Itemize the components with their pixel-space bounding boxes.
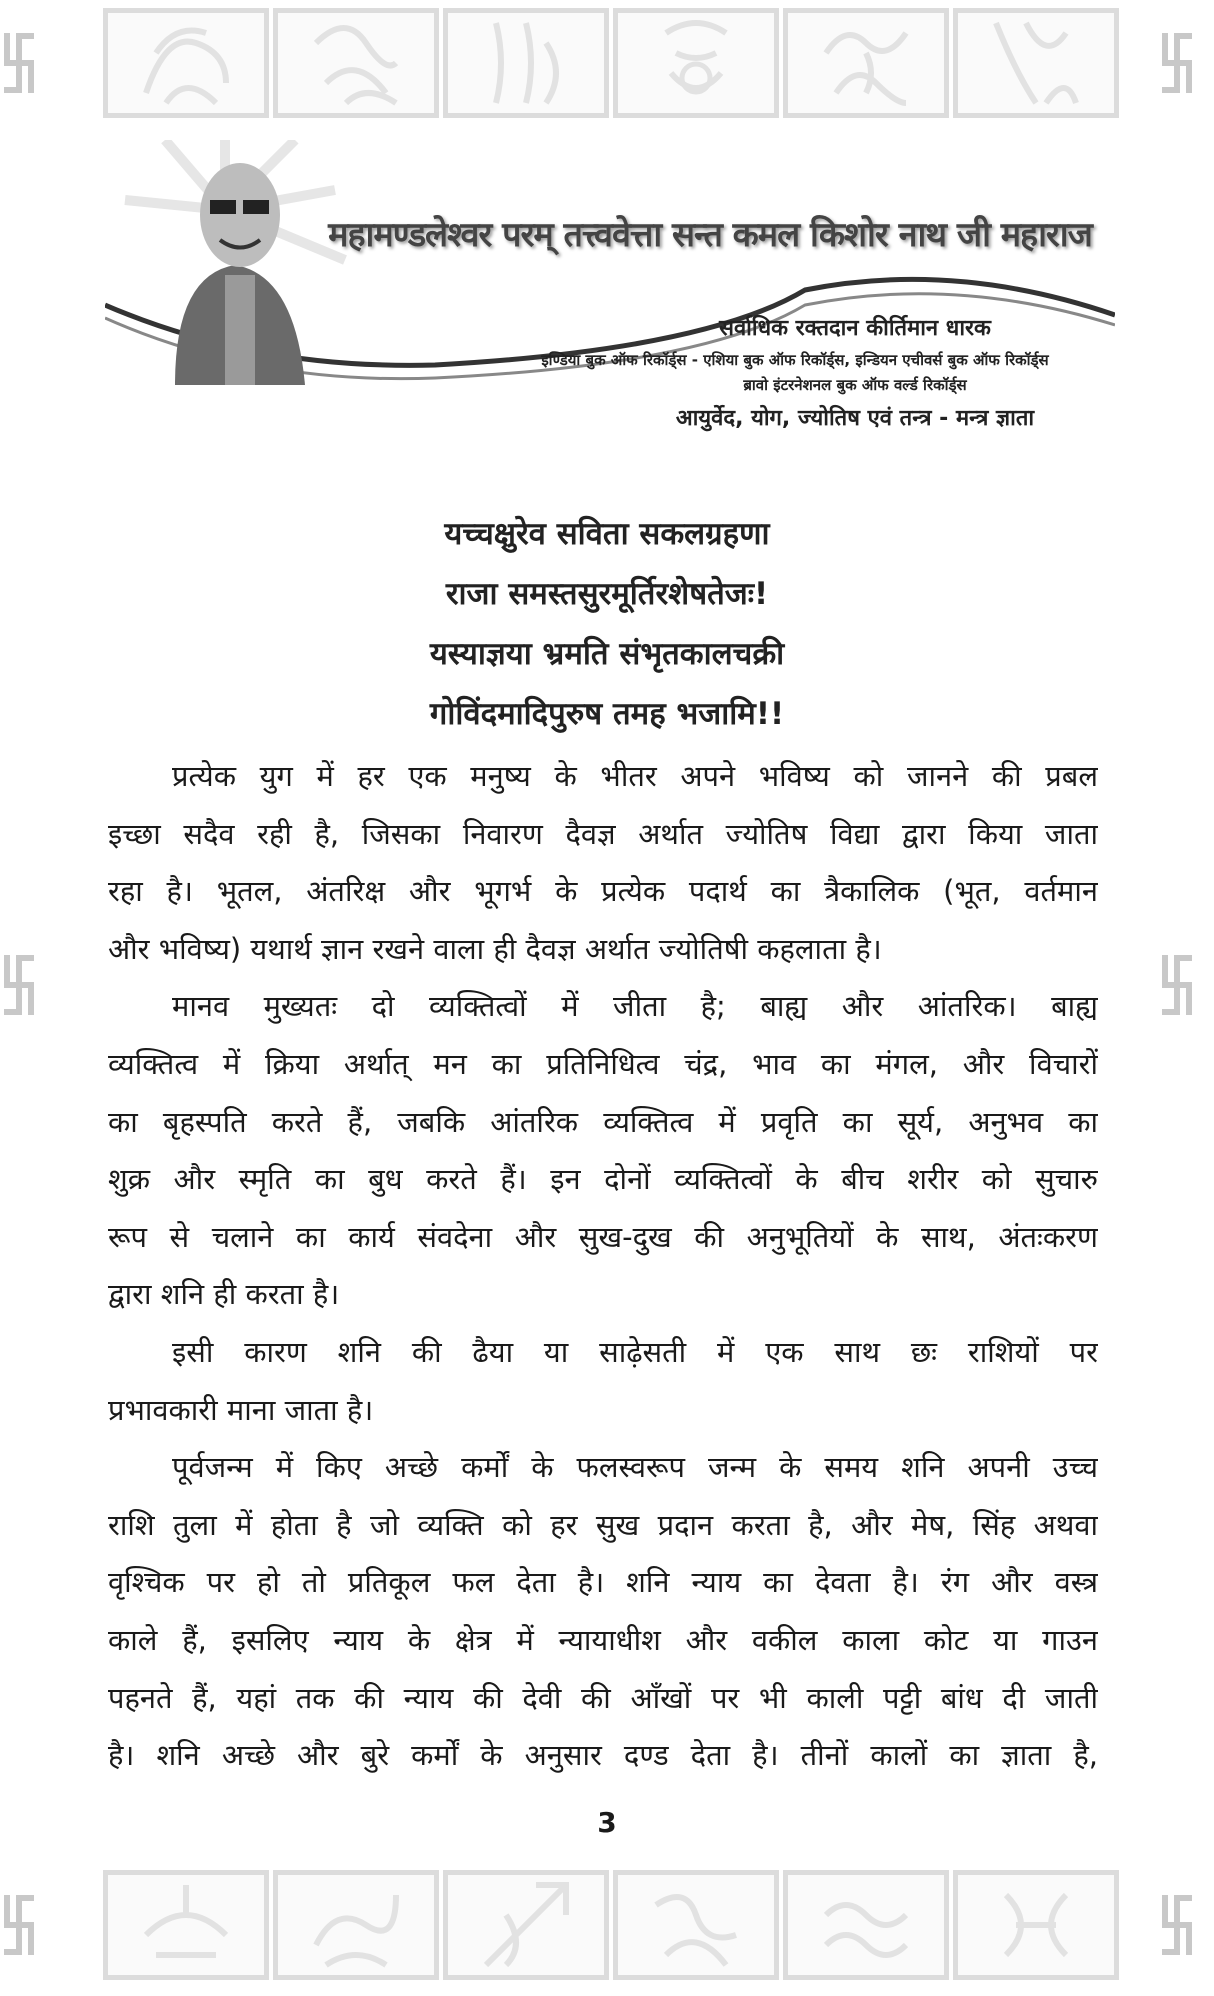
text-line: इसी कारण शनि की ढैया या साढ़ेसती में एक साथ छः राशियों पर xyxy=(172,1334,1098,1369)
page-number: 3 xyxy=(597,1806,617,1839)
text-line: राशि तुला में होता है जो व्यक्ति को हर सुख प्रदान करता है, और मेष, सिंह अथवा xyxy=(108,1507,1098,1542)
zodiac-tile-scorpio xyxy=(273,1870,439,1980)
swastika-icon xyxy=(2,950,36,1020)
records-line-2: ब्रावो इंटरनेशनल बुक ऑफ वर्ल्ड रिकॉर्ड्स xyxy=(743,376,967,394)
record-title: सर्वाधिक रक्तदान कीर्तिमान धारक xyxy=(719,316,991,341)
swastika-icon xyxy=(2,28,36,98)
zodiac-tile-sagittarius xyxy=(443,1870,609,1980)
body-text xyxy=(108,748,1098,1785)
zodiac-tile-leo xyxy=(783,8,949,118)
text-line: पूर्वजन्म में किए अच्छे कर्मों के फलस्वरूप जन्म के समय शनि अपनी उच्च xyxy=(172,1450,1098,1485)
swastika-icon xyxy=(1160,950,1194,1020)
bottom-decorative-border xyxy=(0,1862,1214,1992)
swastika-icon xyxy=(1160,28,1194,98)
verse-line: यस्याज्ञया भ्रमति संभृतकालचक्री xyxy=(429,636,785,672)
zodiac-tile-aries xyxy=(103,8,269,118)
verse-line: गोविंदमादिपुरुष तमह भजामि!! xyxy=(429,696,785,732)
text-line: काले हैं, इसलिए न्याय के क्षेत्र में न्यायाधीश और वकील काला कोट या गाउन xyxy=(108,1622,1098,1657)
top-decorative-border xyxy=(0,0,1214,130)
swastika-icon xyxy=(1160,1890,1194,1960)
verse-line: यच्चक्षुरेव सविता सकलग्रहणा xyxy=(444,516,770,552)
swastika-icon xyxy=(2,1890,36,1960)
zodiac-tile-gemini xyxy=(443,8,609,118)
text-line: पहनते हैं, यहां तक की न्याय की देवी की आँखों पर भी काली पट्टी बांध दी जाती xyxy=(108,1680,1098,1715)
text-line: द्वारा शनि ही करता है। xyxy=(108,1277,340,1312)
banner-title: महामण्डलेश्वर परम् तत्त्ववेत्ता सन्त कमल किशोर नाथ जी महाराज xyxy=(328,215,1092,255)
text-line: रहा है। भूतल, अंतरिक्ष और भूगर्भ के प्रत्येक पदार्थ का त्रैकालिक (भूत, वर्तमान xyxy=(108,874,1098,909)
zodiac-tile-capricorn xyxy=(613,1870,779,1980)
verse-line: राजा समस्तसुरमूर्तिरशेषतेजः! xyxy=(445,576,769,612)
text-line: मानव मुख्यतः दो व्यक्तित्वों में जीता है; बाह्य और आंतरिक। बाह्य xyxy=(172,989,1098,1024)
text-line: व्यक्तित्व में क्रिया अर्थात् मन का प्रतिनिधित्व चंद्र, भाव का मंगल, और विचारों xyxy=(108,1046,1098,1081)
zodiac-tile-libra xyxy=(103,1870,269,1980)
text-line: इच्छा सदैव रही है, जिसका निवारण दैवज्ञ अर्थात ज्योतिष विद्या द्वारा किया जाता xyxy=(108,816,1098,851)
text-line: शुक्र और स्मृति का बुध करते हैं। इन दोनों व्यक्तित्वों के बीच शरीर को सुचारु xyxy=(108,1162,1098,1197)
zodiac-tile-virgo xyxy=(953,8,1119,118)
text-line: प्रत्येक युग में हर एक मनुष्य के भीतर अपने भविष्य को जानने की प्रबल xyxy=(172,759,1098,793)
text-line: रूप से चलाने का कार्य संवदेना और सुख-दुख की अनुभूतियों के साथ, अंतःकरण xyxy=(108,1219,1098,1254)
zodiac-tile-cancer xyxy=(613,8,779,118)
text-line: है। शनि अच्छे और बुरे कर्मों के अनुसार दण्ड देता है। तीनों कालों का ज्ञाता है, xyxy=(108,1738,1098,1773)
header-banner xyxy=(105,140,1115,440)
text-line: वृश्चिक पर हो तो प्रतिकूल फल देता है। शनि न्याय का देवता है। रंग और वस्त्र xyxy=(108,1565,1098,1600)
saint-portrait xyxy=(115,145,375,385)
text-line: का बृहस्पति करते हैं, जबकि आंतरिक व्यक्तित्व में प्रवृति का सूर्य, अनुभव का xyxy=(108,1104,1098,1139)
text-line: प्रभावकारी माना जाता है। xyxy=(108,1392,374,1427)
records-line-1: इण्डिया बुक ऑफ रिकॉर्ड्स - एशिया बुक ऑफ रिकॉर्ड्स, इन्डियन एचीवर्स बुक ऑफ रिकॉर्ड्स xyxy=(541,351,1049,369)
text-line: और भविष्य) यथार्थ ज्ञान रखने वाला ही दैवज्ञ अर्थात ज्योतिषी कहलाता है। xyxy=(108,931,882,966)
zodiac-tile-taurus xyxy=(273,8,439,118)
zodiac-tile-aquarius xyxy=(783,1870,949,1980)
zodiac-tile-pisces xyxy=(953,1870,1119,1980)
expertise-line: आयुर्वेद, योग, ज्योतिष एवं तन्त्र - मन्त्र ज्ञाता xyxy=(675,406,1035,431)
